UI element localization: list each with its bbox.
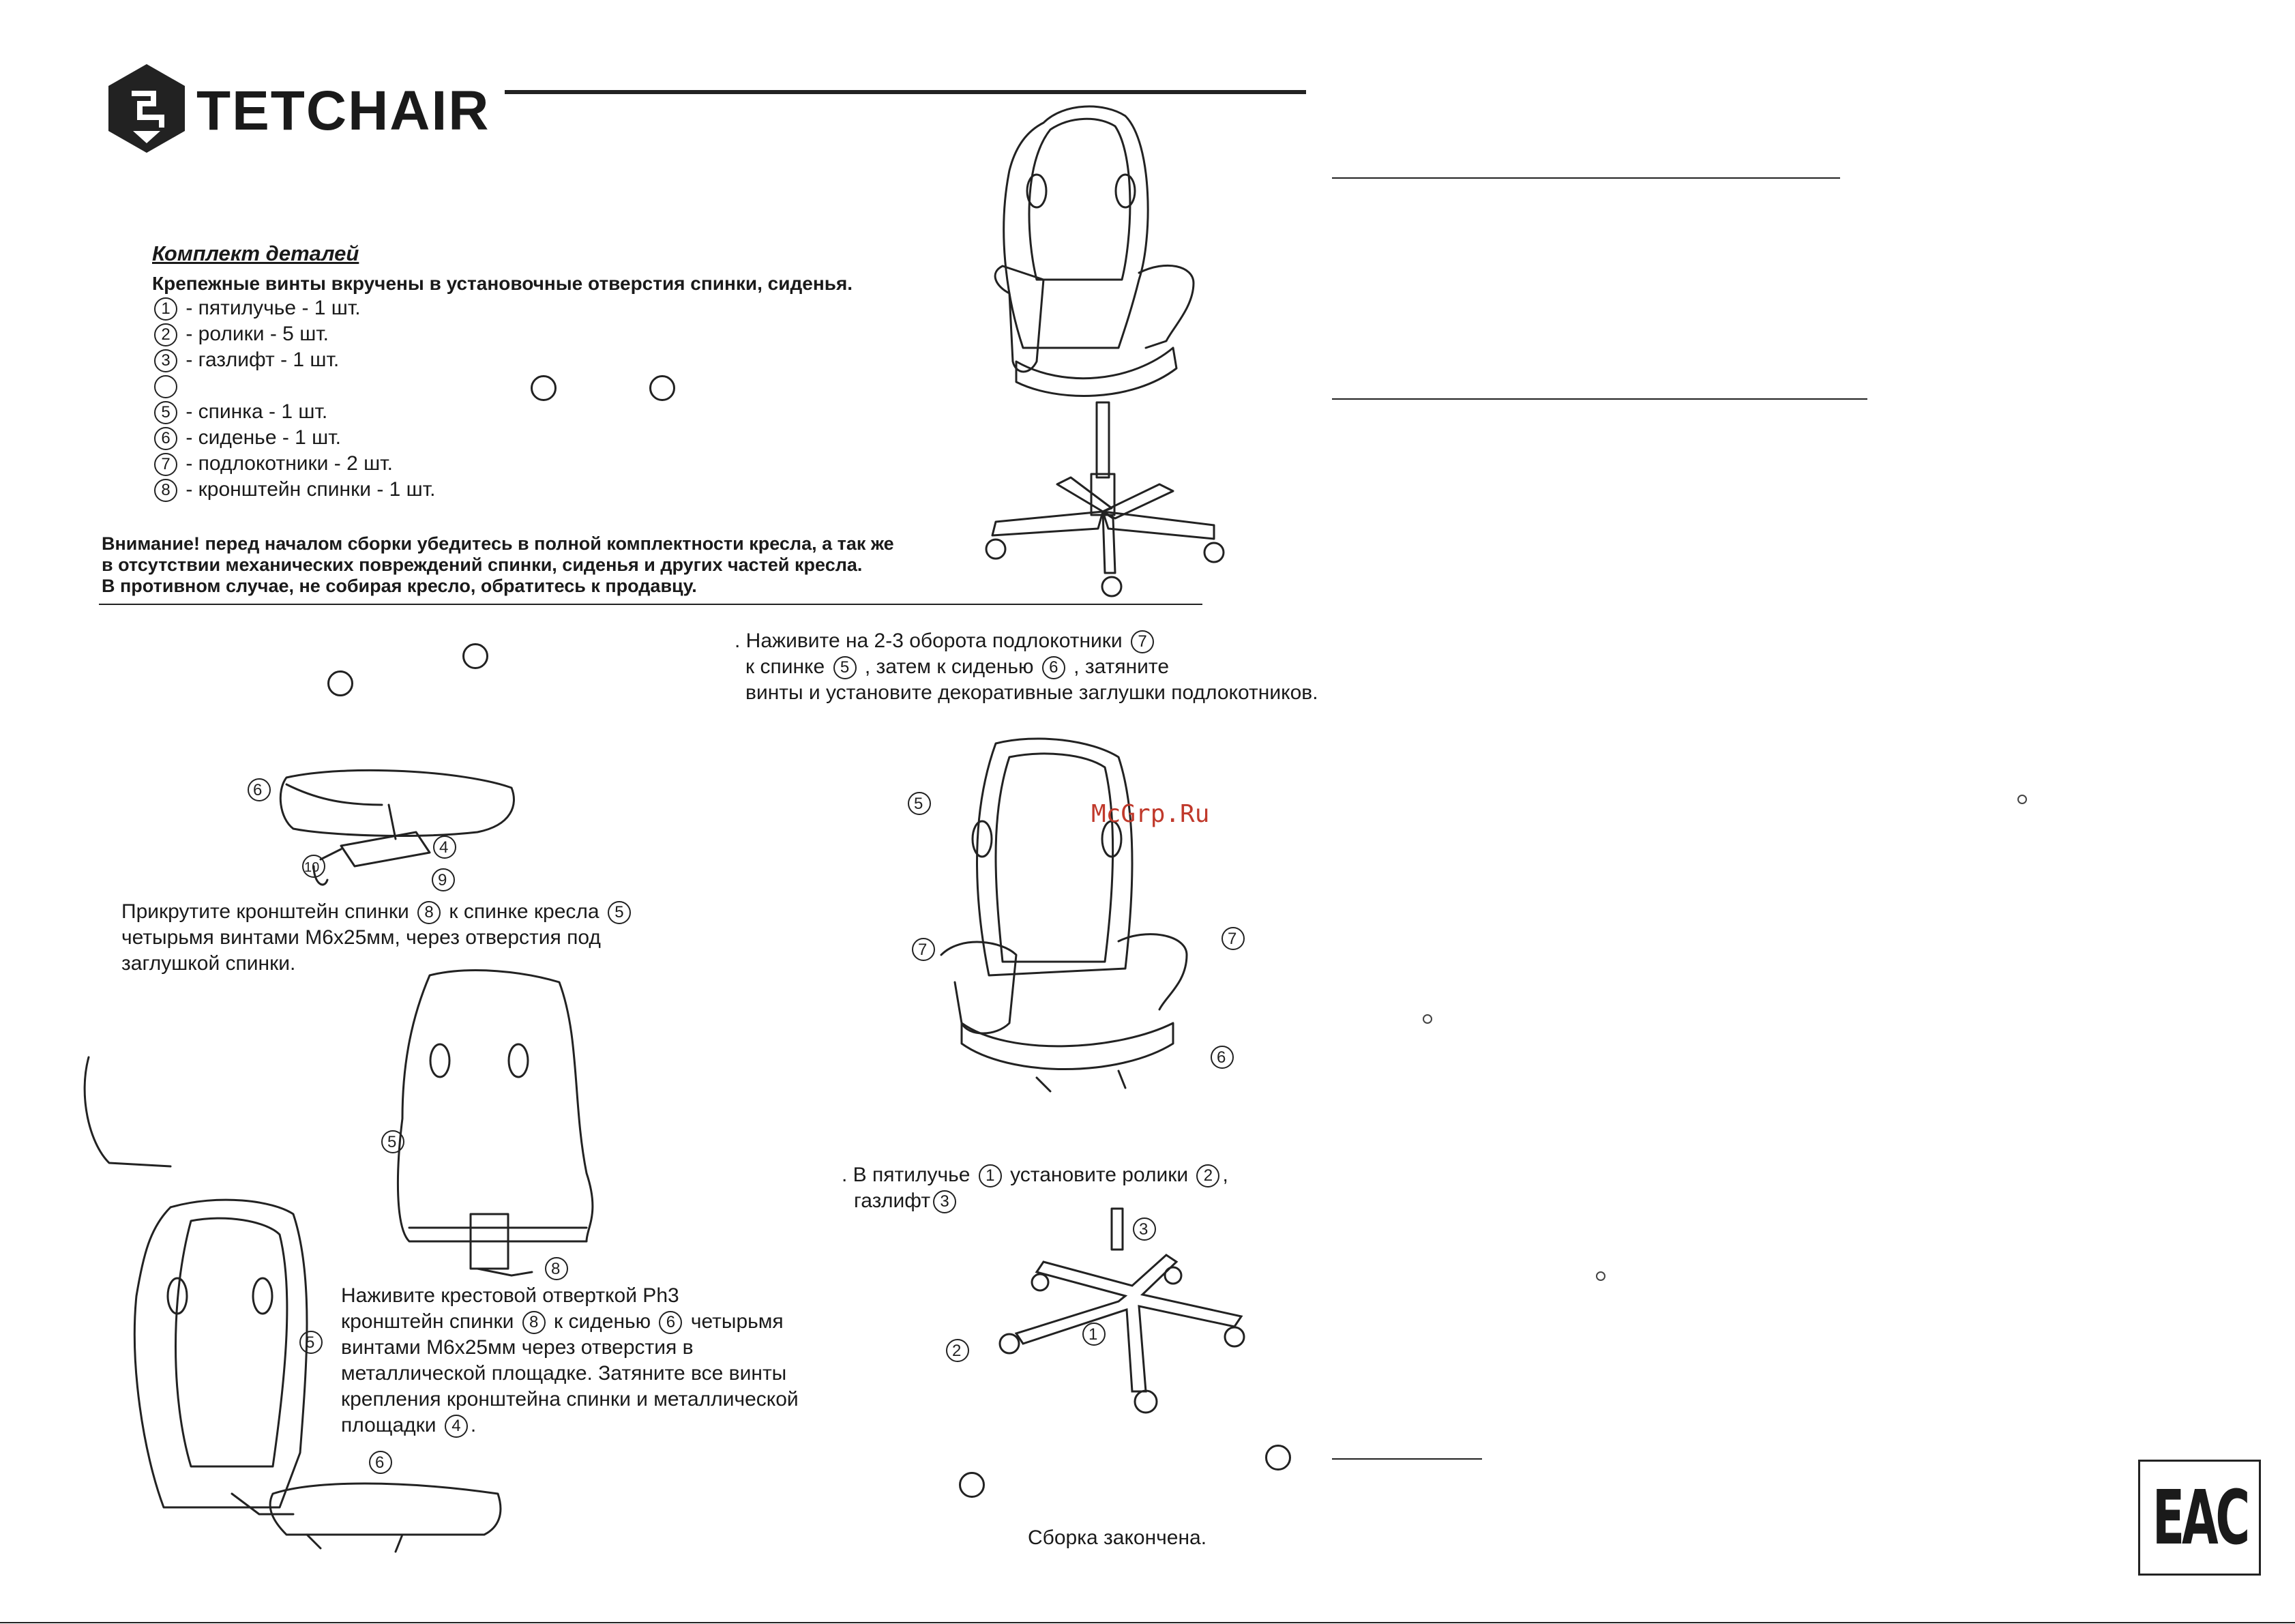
- section-rule: [99, 604, 1202, 605]
- callout-label: 6: [375, 1453, 385, 1472]
- callout-label: 10: [304, 860, 320, 875]
- tiny-mark-3: [1596, 1271, 1605, 1281]
- eac-mark: [2138, 1460, 2261, 1576]
- parts-item: 1 - пятилучье - 1 шт.: [151, 295, 436, 321]
- header-rule: [505, 90, 1306, 94]
- parts-item: 7 - подлокотники - 2 шт.: [151, 451, 436, 477]
- empty-callout-circle: [649, 375, 675, 401]
- brand-logo: [106, 63, 188, 155]
- right-rule-1: [1332, 177, 1840, 179]
- callout-label: 7: [1228, 930, 1237, 948]
- callout-label: 4: [439, 838, 449, 857]
- callout-label: 3: [1139, 1220, 1149, 1239]
- empty-callout-circle: [327, 670, 353, 696]
- step-base-text: . В пятилучье 1 установите ролики 2 , газлифт 3: [842, 1162, 1228, 1214]
- tiny-mark-1: [2017, 795, 2027, 804]
- chair-overview-illustration: [968, 102, 1255, 600]
- callout-label: 7: [918, 941, 928, 959]
- base-illustration: [941, 1207, 1269, 1432]
- warning-line: в отсутствии механических повреждений спинки, сиденья и других частей кресла.: [102, 555, 863, 575]
- callout-label: 1: [1089, 1325, 1098, 1344]
- callout-label: 8: [551, 1260, 561, 1278]
- parts-list: [151, 295, 436, 503]
- armrest-illustration: [900, 737, 1255, 1105]
- parts-note: Крепежные винты вкручены в установочные отверстия спинки, сиденья.: [152, 273, 853, 294]
- finish-text: Сборка закончена.: [1028, 1526, 1207, 1549]
- callout-label: 6: [253, 781, 263, 799]
- step-armrests-text: . Наживите на 2-3 оборота подлокотники 7 к спинке 5 , затем к сиденью 6 , затяните винты и установите декоративные заглушки подлокотников.: [735, 630, 1318, 704]
- chair-logo-icon: [106, 63, 188, 155]
- parts-item: 6 - сиденье - 1 шт.: [151, 425, 436, 451]
- warning-block: [102, 533, 894, 597]
- callout-label: 5: [914, 795, 923, 813]
- warning-line: В противном случае, не собирая кресло, обратитесь к продавцу.: [102, 576, 697, 596]
- watermark: McGrp.Ru: [1091, 800, 1210, 828]
- parts-title: Комплект деталей: [152, 241, 359, 265]
- parts-item: 3 - газлифт - 1 шт.: [151, 347, 436, 373]
- callout-label: 9: [438, 871, 447, 889]
- brand-name: TETCHAIR: [196, 80, 490, 142]
- parts-item: 5 - спинка - 1 шт.: [151, 399, 436, 425]
- empty-callout-circle: [1265, 1445, 1291, 1471]
- callout-label: 2: [952, 1342, 962, 1360]
- callout-label: 5: [306, 1333, 315, 1352]
- callout-label: 6: [1217, 1048, 1226, 1067]
- empty-callout-circle: [462, 643, 488, 669]
- bottom-rule: [0, 1622, 2295, 1623]
- parts-item: [151, 373, 436, 399]
- step-seat-text: Наживите крестовой отверткой Ph3 кронштейн спинки 8 к сиденью 6 четырьмя винтами М6х25мм через отверстия в металлической площадке. Затяните все винты крепления кронштейна спинки и металлической площадки 4 .: [341, 1283, 799, 1438]
- arc-fragment: [75, 1054, 177, 1173]
- eac-text: EAC: [2152, 1474, 2247, 1561]
- parts-item: 8 - кронштейн спинки - 1 шт.: [151, 477, 436, 503]
- tiny-mark-2: [1423, 1014, 1432, 1024]
- warning-line: Внимание! перед началом сборки убедитесь в полной комплектности кресла, а так же: [102, 533, 894, 554]
- seat-bracket-illustration: [246, 764, 532, 900]
- callout-label: 5: [387, 1133, 397, 1151]
- step-bracket-text: Прикрутите кронштейн спинки 8 к спинке кресла 5 четырьмя винтами М6х25мм, через отверстия под заглушкой спинки.: [121, 899, 634, 977]
- right-rule-2: [1332, 398, 1867, 400]
- parts-item: 2 - ролики - 5 шт.: [151, 321, 436, 347]
- empty-callout-circle: [531, 375, 557, 401]
- right-rule-3: [1332, 1458, 1482, 1460]
- empty-callout-circle: [959, 1472, 985, 1498]
